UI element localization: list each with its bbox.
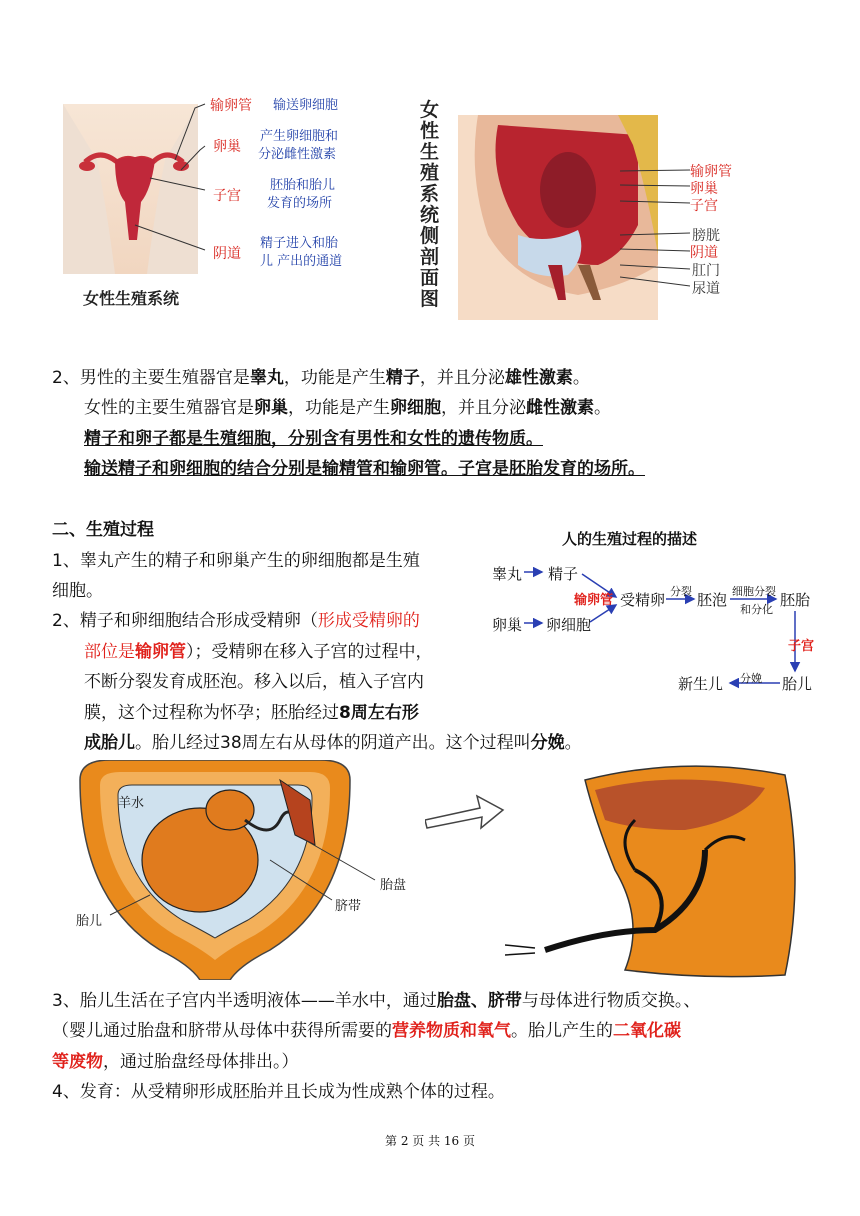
item3-line1 — [52, 987, 700, 1016]
flow-title: 人的生殖过程的描述 — [562, 530, 698, 548]
flow-node-sperm: 精子 — [548, 565, 579, 583]
item3-line2 — [52, 1017, 681, 1046]
term-fetus: 成胎儿 — [84, 733, 135, 753]
figure-fetus-in-uterus — [70, 760, 430, 980]
sagittal-label-bladder: 膀胱 — [692, 228, 720, 244]
reproduction-flow-diagram — [490, 525, 820, 700]
flow-edge-diff-1: 细胞分裂 — [732, 585, 776, 598]
para-female-organs — [84, 394, 611, 423]
flow-node-egg: 卵细胞 — [546, 616, 592, 634]
organ-function-vagina-1: 精子进入和胎 — [260, 236, 339, 251]
flow-edge-split: 分裂 — [670, 585, 692, 598]
para-female-t1: 女性的主要生殖器官是 — [84, 398, 254, 418]
organ-label-ovary: 卵巢 — [213, 139, 241, 155]
sagittal-label-oviduct: 输卵管 — [690, 164, 732, 180]
flow-edge-uterus: 子宫 — [788, 639, 815, 654]
term-egg-cell: 卵细胞 — [390, 398, 441, 418]
zoom-arrow-icon — [425, 790, 505, 835]
sagittal-label-ovary: 卵巢 — [690, 181, 718, 197]
sagittal-label-urethra: 尿道 — [692, 281, 720, 297]
term-testis: 睾丸 — [249, 368, 284, 388]
fig3-label-placenta: 胎盘 — [380, 878, 407, 893]
page-footer: 第 2 页 共 16 页 — [385, 1134, 475, 1148]
item2-line2 — [84, 638, 433, 667]
item2-l1-red: 形成受精卵的 — [317, 611, 420, 631]
term-wastes: 等废物 — [52, 1052, 103, 1072]
item2-line4 — [84, 699, 419, 728]
figure-female-sagittal-section — [420, 95, 750, 325]
item2-l5-end: 。 — [564, 733, 582, 753]
sagittal-label-uterus: 子宫 — [690, 198, 718, 214]
sagittal-label-anus: 肛门 — [692, 263, 720, 279]
para-male-t2: ，功能是产生 — [283, 368, 386, 388]
flow-node-embryo: 胚胎 — [780, 591, 811, 609]
fig3-label-umbilical-cord: 脐带 — [335, 899, 362, 914]
term-oviduct: 输卵管 — [135, 642, 186, 662]
organ-label-oviduct: 输卵管 — [210, 98, 252, 114]
item2-line3: 不断分裂发育成胚泡。移入以后，植入子宫内 — [84, 672, 424, 692]
para-male-t1: 2、男性的主要生殖器官是 — [52, 368, 250, 388]
item2-line5 — [84, 729, 582, 758]
term-placenta: 胎盘 — [436, 991, 471, 1011]
para-germ-cells: 精子和卵子都是生殖细胞，分别含有男性和女性的遗传物质。 — [84, 429, 543, 449]
flow-node-testis: 睾丸 — [492, 565, 523, 583]
term-ovary: 卵巢 — [254, 398, 288, 418]
fig3-label-amniotic-fluid: 羊水 — [118, 796, 145, 811]
organ-function-uterus-2: 发育的场所 — [267, 196, 333, 211]
figure-caption: 女性生殖系统 — [83, 289, 180, 308]
placenta-detail-illustration — [505, 760, 815, 980]
organ-label-vagina: 阴道 — [213, 246, 241, 262]
flow-edge-diff-2: 和分化 — [740, 603, 773, 616]
item3-l1-sep: 、 — [470, 991, 488, 1011]
item1-line2: 细胞。 — [52, 581, 103, 601]
item3-l1-text: 3、胎儿生活在子宫内半透明液体——羊水中，通过 — [52, 991, 437, 1011]
item1-line1: 1、睾丸产生的精子和卵巢产生的卵细胞都是生殖 — [52, 551, 420, 571]
flow-node-ovary: 卵巢 — [492, 616, 523, 634]
organ-function-vagina-2: 儿 产出的通道 — [260, 254, 343, 269]
para-male-t4: 。 — [572, 368, 590, 388]
item2-l2-text: ）；受精卵在移入子宫的过程中， — [186, 642, 433, 662]
figure-female-reproductive-system — [55, 90, 395, 315]
fig3-label-fetus: 胎儿 — [76, 914, 103, 929]
item3-l2-text: （婴儿通过胎盘和脐带从母体中获得所需要的 — [52, 1021, 392, 1041]
sagittal-leader-lines — [620, 165, 692, 290]
organ-function-uterus-1: 胚胎和胎儿 — [270, 178, 336, 193]
para-female-t4: 。 — [594, 398, 611, 418]
section-heading: 二、生殖过程 — [52, 520, 154, 540]
term-female-hormone: 雌性激素 — [526, 398, 594, 418]
flow-edge-birth: 分娩 — [740, 672, 762, 685]
para-female-t2: ，功能是产生 — [288, 398, 390, 418]
para-male-organs — [52, 364, 590, 393]
organ-function-ovary-1: 产生卵细胞和 — [260, 129, 339, 144]
item3-l2-mid: 。胎儿产生的 — [511, 1021, 613, 1041]
term-sperm: 精子 — [385, 368, 420, 388]
term-male-hormone: 雄性激素 — [504, 368, 573, 388]
term-co2: 二氧化碳 — [613, 1021, 681, 1041]
organ-function-ovary-2: 分泌雌性激素 — [258, 147, 337, 162]
para-female-t3: ，并且分泌 — [441, 398, 526, 418]
figure-vertical-title: 女性生殖系统侧剖面图 — [420, 99, 440, 310]
item2-l2-red: 部位是 — [84, 642, 135, 662]
item3-line3 — [52, 1048, 299, 1077]
item4-development: 4、发育：从受精卵形成胚胎并且长成为性成熟个体的过程。 — [52, 1082, 505, 1102]
item2-line1 — [52, 607, 420, 636]
term-8-weeks: 8周左右形 — [339, 703, 419, 723]
flow-edge-oviduct: 输卵管 — [574, 593, 614, 608]
organ-label-uterus: 子宫 — [213, 188, 241, 204]
flow-node-fetus: 胎儿 — [782, 675, 813, 693]
flow-node-blastocyst: 胚泡 — [697, 591, 728, 609]
para-ducts: 输送精子和卵细胞的结合分别是输精管和输卵管。子宫是胚胎发育的场所。 — [84, 459, 645, 479]
item3-l1-end: 与母体进行物质交换。、 — [521, 991, 701, 1011]
figure-placenta-detail — [505, 760, 815, 980]
term-nutrients-oxygen: 营养物质和氧气 — [392, 1021, 511, 1041]
item2-l1-text: 2、精子和卵细胞结合形成受精卵（ — [52, 611, 318, 631]
item3-l3-text: ，通过胎盘经母体排出。） — [103, 1052, 299, 1072]
fig3-leader-lines — [70, 760, 430, 980]
flow-node-newborn: 新生儿 — [678, 675, 724, 693]
flow-node-zygote: 受精卵 — [620, 591, 666, 609]
organ-function-oviduct: 输送卵细胞 — [273, 98, 339, 113]
para-male-t3: ，并且分泌 — [419, 368, 505, 388]
term-umbilical-cord: 脐带 — [487, 991, 522, 1011]
item2-l4-text: 膜，这个过程称为怀孕；胚胎经过 — [84, 703, 339, 723]
sagittal-label-vagina: 阴道 — [690, 245, 718, 261]
item2-l5-text: 。胎儿经过38周左右从母体的阴道产出。这个过程叫 — [135, 733, 531, 753]
term-birth: 分娩 — [530, 733, 565, 753]
